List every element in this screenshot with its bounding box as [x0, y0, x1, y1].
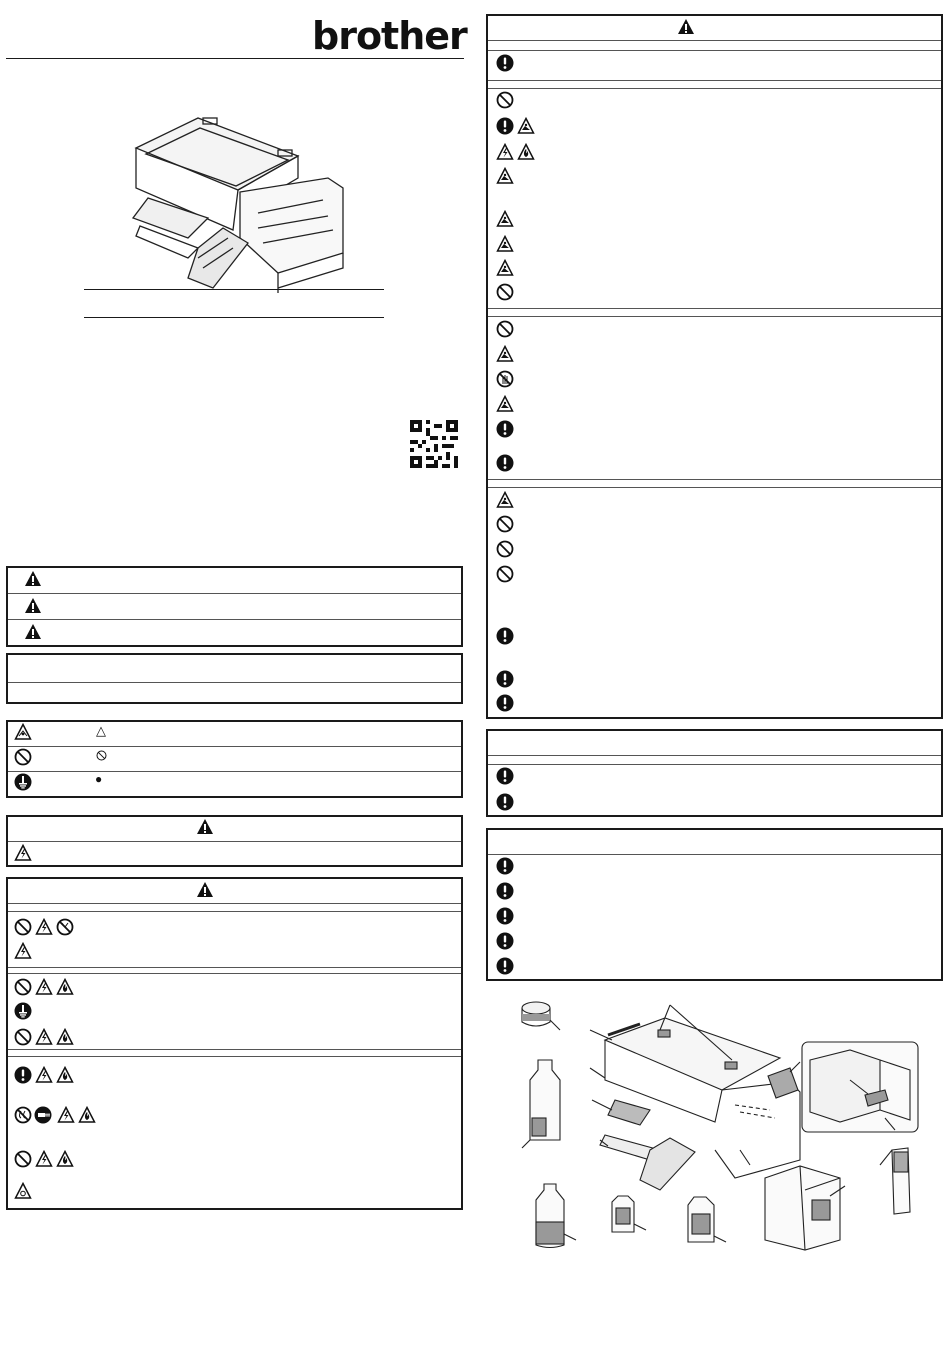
notice-table	[6, 653, 463, 704]
prohibited-circle-icon	[496, 515, 514, 533]
no-touch-icon	[496, 370, 514, 388]
pinch-hazard-icon	[496, 345, 514, 363]
pinch-hazard-icon	[496, 235, 514, 253]
ground-circle-icon	[14, 1002, 32, 1020]
warning-box-left	[6, 877, 463, 1210]
caution-triangle-icon	[14, 1182, 32, 1200]
warning-triangle-icon	[24, 597, 42, 615]
fire-icon	[56, 1150, 74, 1168]
electric-shock-icon	[35, 918, 53, 936]
exclamation-circle-icon	[496, 793, 514, 811]
exclamation-circle-icon	[14, 1066, 32, 1084]
exclamation-circle-icon	[496, 932, 514, 950]
exclamation-circle-icon	[496, 882, 514, 900]
important-box	[486, 828, 943, 981]
pinch-hazard-icon	[496, 210, 514, 228]
electric-shock-icon	[35, 1028, 53, 1046]
exclamation-circle-icon	[496, 454, 514, 472]
no-water-icon	[14, 1106, 32, 1124]
exclamation-circle-icon	[496, 420, 514, 438]
electric-shock-icon	[35, 978, 53, 996]
caution-box	[486, 729, 943, 817]
qr-code	[410, 420, 458, 468]
exclamation-circle-icon	[496, 857, 514, 875]
brand-logo: brother	[312, 14, 467, 58]
pinch-hazard-icon	[496, 259, 514, 277]
fire-icon	[78, 1106, 96, 1124]
unplug-icon	[34, 1106, 52, 1124]
warning-triangle-icon	[24, 570, 42, 588]
prohibited-circle-icon	[496, 540, 514, 558]
electric-shock-icon	[35, 1066, 53, 1084]
prohibited-circle-icon	[496, 283, 514, 301]
header-rule	[6, 58, 464, 59]
signal-word-table	[6, 566, 463, 647]
exclamation-circle-icon	[496, 117, 514, 135]
printer-illustration	[128, 108, 348, 293]
pinch-hazard-icon	[496, 395, 514, 413]
prohibited-circle-icon	[496, 320, 514, 338]
prohibited-circle-icon	[14, 918, 32, 936]
legend-symbol-prohibited	[96, 750, 107, 761]
prohibited-circle-icon	[14, 978, 32, 996]
fire-icon	[56, 978, 74, 996]
exclamation-circle-icon	[496, 907, 514, 925]
prohibited-circle-icon	[496, 91, 514, 109]
ground-circle-icon	[14, 773, 32, 791]
electric-shock-icon	[14, 844, 32, 862]
no-disassembly-icon	[56, 918, 74, 936]
legend-symbol-mandatory: ●	[95, 772, 103, 786]
fire-icon	[56, 1066, 74, 1084]
warning-box-right	[486, 14, 943, 719]
exclamation-circle-icon	[496, 767, 514, 785]
exclamation-circle-icon	[496, 627, 514, 645]
prohibited-circle-icon	[14, 1028, 32, 1046]
exclamation-circle-icon	[496, 670, 514, 688]
electric-shock-icon	[496, 143, 514, 161]
danger-box	[6, 815, 463, 867]
fire-icon	[56, 1028, 74, 1046]
prohibited-circle-icon	[14, 1150, 32, 1168]
legend-symbol-triangle: △	[96, 723, 106, 738]
prohibited-circle-icon	[14, 748, 32, 766]
warning-triangle-icon	[24, 623, 42, 641]
symbol-legend-table	[6, 720, 463, 798]
exclamation-circle-icon	[496, 694, 514, 712]
warning-triangle-icon	[677, 18, 695, 36]
warning-triangle-icon	[196, 881, 214, 899]
title-rule-top	[84, 289, 384, 290]
exclamation-circle-icon	[496, 957, 514, 975]
label-location-illustration	[500, 1000, 940, 1260]
pinch-hazard-icon	[496, 491, 514, 509]
pinch-hazard-icon	[496, 167, 514, 185]
fire-icon	[517, 143, 535, 161]
warning-triangle-icon	[196, 818, 214, 836]
electric-shock-icon	[14, 942, 32, 960]
pinch-hazard-icon	[517, 117, 535, 135]
caution-triangle-icon	[14, 723, 32, 741]
title-rule-bottom	[84, 317, 384, 318]
electric-shock-icon	[35, 1150, 53, 1168]
prohibited-circle-icon	[496, 565, 514, 583]
electric-shock-icon	[57, 1106, 75, 1124]
exclamation-circle-icon	[496, 54, 514, 72]
